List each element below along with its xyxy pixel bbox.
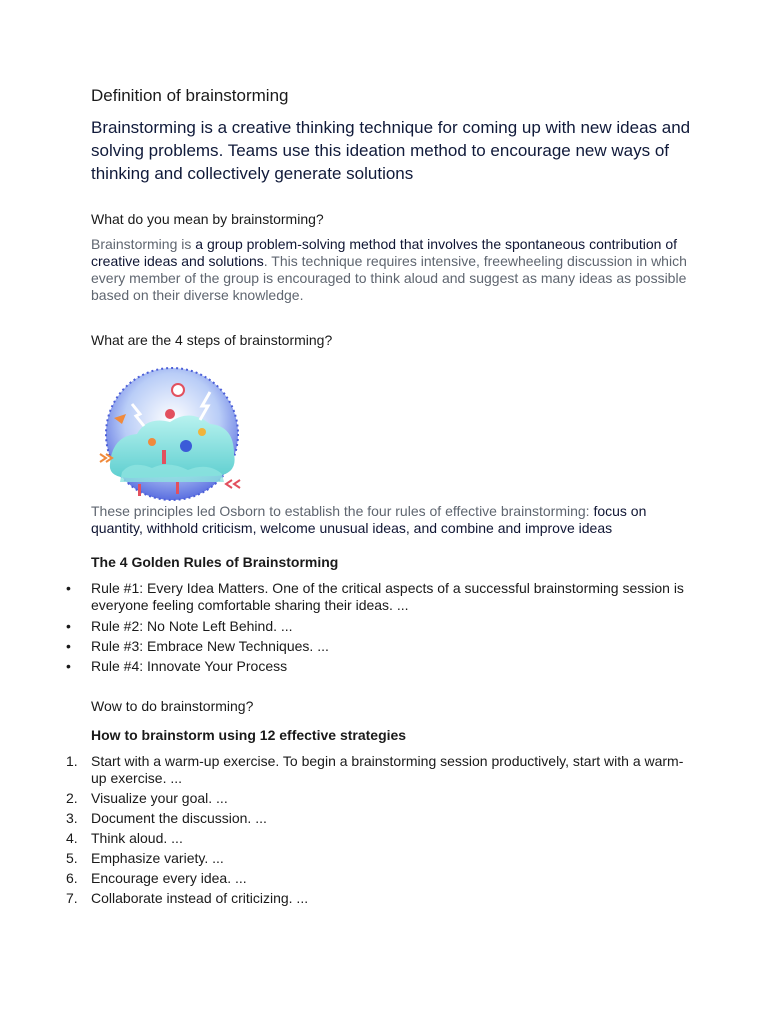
bullet-icon: • (66, 618, 71, 634)
list-item (66, 753, 691, 787)
list-item (66, 790, 691, 807)
list-number: 6. (66, 870, 78, 886)
answer-part-1: Brainstorming is (91, 236, 196, 252)
list-item (66, 658, 691, 675)
intro-part-3: . Teams use this ideation method to encourage new ways of thinking and collectively generate solutions (91, 141, 670, 183)
list-item (66, 618, 691, 635)
list-number: 1. (66, 753, 78, 769)
list-item (66, 850, 691, 867)
principles-part-2: focus on quantity, withhold criticism, welcome unusual ideas, and combine and improve ideas (91, 503, 647, 536)
answer-meaning (91, 236, 691, 304)
intro-paragraph (91, 116, 691, 185)
rule-text: Rule #1: Every Idea Matters. One of the critical aspects of a successful brainstorming session is everyone feeling comfortable sharing their ideas. ... (91, 580, 684, 613)
rule-text: Rule #2: No Note Left Behind. ... (91, 618, 293, 634)
idea-dot-icon (198, 428, 206, 436)
principles-paragraph (91, 503, 691, 537)
figure-icon (138, 484, 141, 496)
list-item (66, 810, 691, 827)
rule-text: Rule #4: Innovate Your Process (91, 658, 288, 674)
principles-part-1: These principles led Osborn to establish the four rules of effective brainstorming: (91, 503, 594, 519)
intro-part-2: creative thinking technique for coming up with new ideas and solving problems (91, 118, 691, 160)
question-meaning: What do you mean by brainstorming? (91, 211, 324, 227)
idea-dot-icon (165, 409, 175, 419)
intro-part-1: Brainstorming is a (91, 118, 232, 137)
chevrons-icon (226, 480, 240, 488)
strategy-text: Encourage every idea. ... (91, 870, 247, 886)
question-steps: What are the 4 steps of brainstorming? (91, 332, 333, 348)
list-item (66, 870, 691, 887)
list-number: 5. (66, 850, 78, 866)
strategy-text: Collaborate instead of criticizing. ... (91, 890, 309, 906)
list-number: 7. (66, 890, 78, 906)
answer-part-2: a group problem-solving method that involves the spontaneous contribution of creative ideas and solutions (91, 236, 678, 269)
list-number: 3. (66, 810, 78, 826)
bulb-icon (172, 384, 184, 396)
strategy-text: Visualize your goal. ... (91, 790, 228, 806)
gear-icon (180, 440, 192, 452)
rules-heading: The 4 Golden Rules of Brainstorming (91, 554, 339, 570)
answer-part-3: . This technique requires intensive, freewheeling discussion in which every member of the group is encouraged to think aloud and suggest as many ideas as possible based on their diverse knowledge. (91, 253, 687, 303)
bullet-icon: • (66, 638, 71, 654)
list-number: 2. (66, 790, 78, 806)
strategy-text: Think aloud. ... (91, 830, 183, 846)
question-how: Wow to do brainstorming? (91, 698, 254, 714)
strategy-text: Start with a warm-up exercise. To begin a brainstorming session productively, start with a warm-up exercise. ... (91, 753, 684, 786)
figure-icon (162, 450, 166, 464)
rules-list (66, 580, 691, 675)
list-item (66, 580, 691, 614)
brainstorm-illustration (92, 364, 246, 504)
strategy-text: Emphasize variety. ... (91, 850, 224, 866)
strategies-list (66, 753, 691, 907)
list-number: 4. (66, 830, 78, 846)
rule-text: Rule #3: Embrace New Techniques. ... (91, 638, 329, 654)
list-item (66, 638, 691, 655)
list-item (66, 890, 691, 907)
page-title: Definition of brainstorming (91, 86, 289, 105)
strategy-text: Document the discussion. ... (91, 810, 267, 826)
figure-icon (176, 482, 179, 494)
bullet-icon: • (66, 580, 71, 596)
list-item (66, 830, 691, 847)
bullet-icon: • (66, 658, 71, 674)
strategies-heading: How to brainstorm using 12 effective strategies (91, 727, 407, 743)
idea-dot-icon (148, 438, 156, 446)
